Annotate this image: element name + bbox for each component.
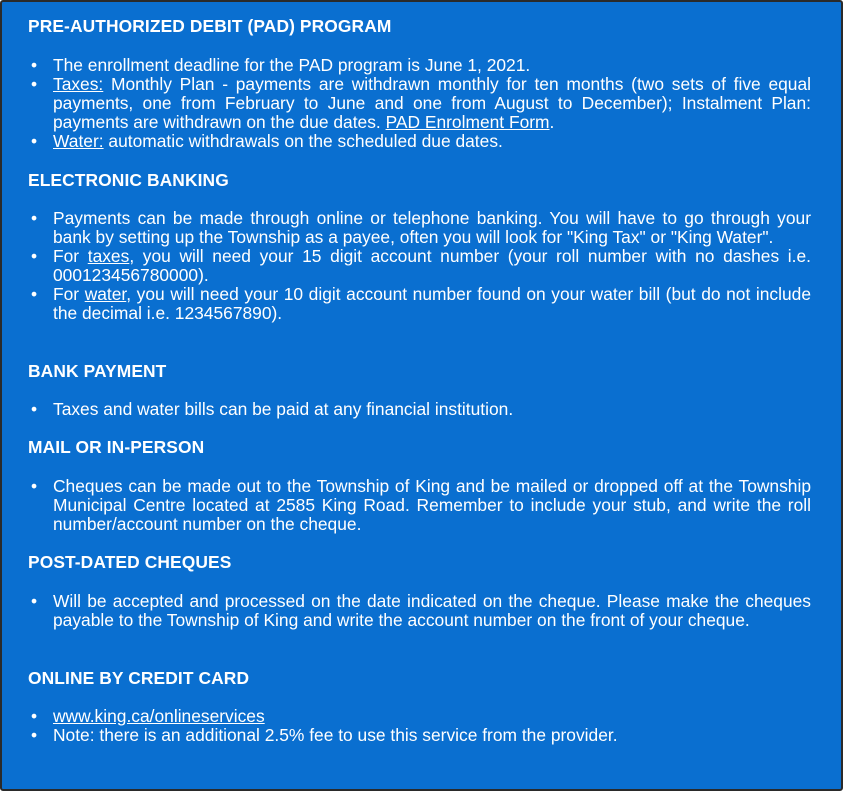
bullet-icon: • bbox=[31, 706, 38, 726]
bullet-icon: • bbox=[31, 476, 38, 496]
section-list-electronic-banking bbox=[28, 209, 811, 323]
list-item bbox=[28, 285, 811, 323]
list-item bbox=[28, 477, 811, 534]
list-item-text: Note: there is an additional 2.5% fee to use this service from the provider. bbox=[53, 725, 618, 745]
section-title-post-dated-cheques: POST-DATED CHEQUES bbox=[28, 552, 232, 572]
bullet-icon: • bbox=[31, 399, 38, 419]
bullet-icon: • bbox=[31, 208, 38, 228]
pad-enrolment-form-link[interactable]: PAD Enrolment Form bbox=[385, 112, 550, 132]
list-item bbox=[28, 75, 811, 132]
online-services-link[interactable]: www.king.ca/onlineservices bbox=[53, 706, 265, 726]
list-item bbox=[28, 132, 811, 151]
section-list-pad bbox=[28, 56, 811, 151]
bullet-icon: • bbox=[31, 55, 38, 75]
list-item-text: Will be accepted and processed on the date indicated on the cheque. Please make the cheques payable to the Township of King and write the account number on the front of your cheque. bbox=[53, 591, 811, 630]
section-title-pad: PRE-AUTHORIZED DEBIT (PAD) PROGRAM bbox=[28, 16, 392, 36]
list-item bbox=[28, 726, 811, 745]
section-list-post-dated-cheques bbox=[28, 592, 811, 630]
list-item-text: automatic withdrawals on the scheduled due dates. bbox=[103, 131, 503, 151]
list-item-text: , you will need your 15 digit account number (your roll number with no dashes i.e. 000123456780000). bbox=[53, 246, 811, 285]
list-item bbox=[28, 400, 811, 419]
list-item bbox=[28, 707, 811, 726]
bullet-icon: • bbox=[31, 591, 38, 611]
list-item-text: , you will need your 10 digit account number found on your water bill (but do not include the decimal i.e. 1234567890). bbox=[53, 284, 812, 323]
list-item-text: Cheques can be made out to the Township of King and be mailed or dropped off at the Township Municipal Centre located at 2585 King Road. Remember to include your stub, and write the roll number/account number on the cheque. bbox=[53, 476, 811, 534]
list-item-text-start: For bbox=[53, 284, 85, 304]
list-item-text: Taxes and water bills can be paid at any financial institution. bbox=[53, 399, 514, 419]
section-title-online-by-credit-card: ONLINE BY CREDIT CARD bbox=[28, 668, 250, 688]
section-title-mail-or-in-person: MAIL OR IN-PERSON bbox=[28, 437, 205, 457]
list-item-text-end: . bbox=[549, 112, 555, 132]
section-list-online-by-credit-card bbox=[28, 707, 811, 745]
list-item-text: Monthly Plan - payments are withdrawn monthly for ten months (two sets of five equal payments, one from February to June and one from August to December); Instalment Plan: payments are withdrawn on the due dates. bbox=[53, 74, 811, 132]
list-item bbox=[28, 247, 811, 285]
taxes-label: Taxes: bbox=[53, 74, 104, 94]
list-item-text: Payments can be made through online or telephone banking. You will have to go through your bank by setting up the Township as a payee, often you will look for "King Tax" or "King Water". bbox=[53, 208, 811, 247]
section-list-mail-or-in-person bbox=[28, 477, 811, 534]
bullet-icon: • bbox=[31, 131, 38, 151]
bullet-icon: • bbox=[31, 246, 38, 266]
list-item-text-start: For bbox=[53, 246, 88, 266]
list-item bbox=[28, 56, 811, 75]
list-item bbox=[28, 209, 811, 247]
section-list-bank-payment bbox=[28, 400, 811, 419]
taxes-label: taxes bbox=[87, 246, 130, 266]
section-title-bank-payment: BANK PAYMENT bbox=[28, 361, 167, 381]
water-label: Water: bbox=[53, 131, 104, 151]
bullet-icon: • bbox=[31, 74, 38, 94]
bullet-icon: • bbox=[31, 725, 38, 745]
list-item-text: The enrollment deadline for the PAD program is June 1, 2021. bbox=[53, 55, 531, 75]
water-label: water bbox=[84, 284, 127, 304]
list-item bbox=[28, 592, 811, 630]
section-title-electronic-banking: ELECTRONIC BANKING bbox=[28, 170, 229, 190]
bullet-icon: • bbox=[31, 284, 38, 304]
